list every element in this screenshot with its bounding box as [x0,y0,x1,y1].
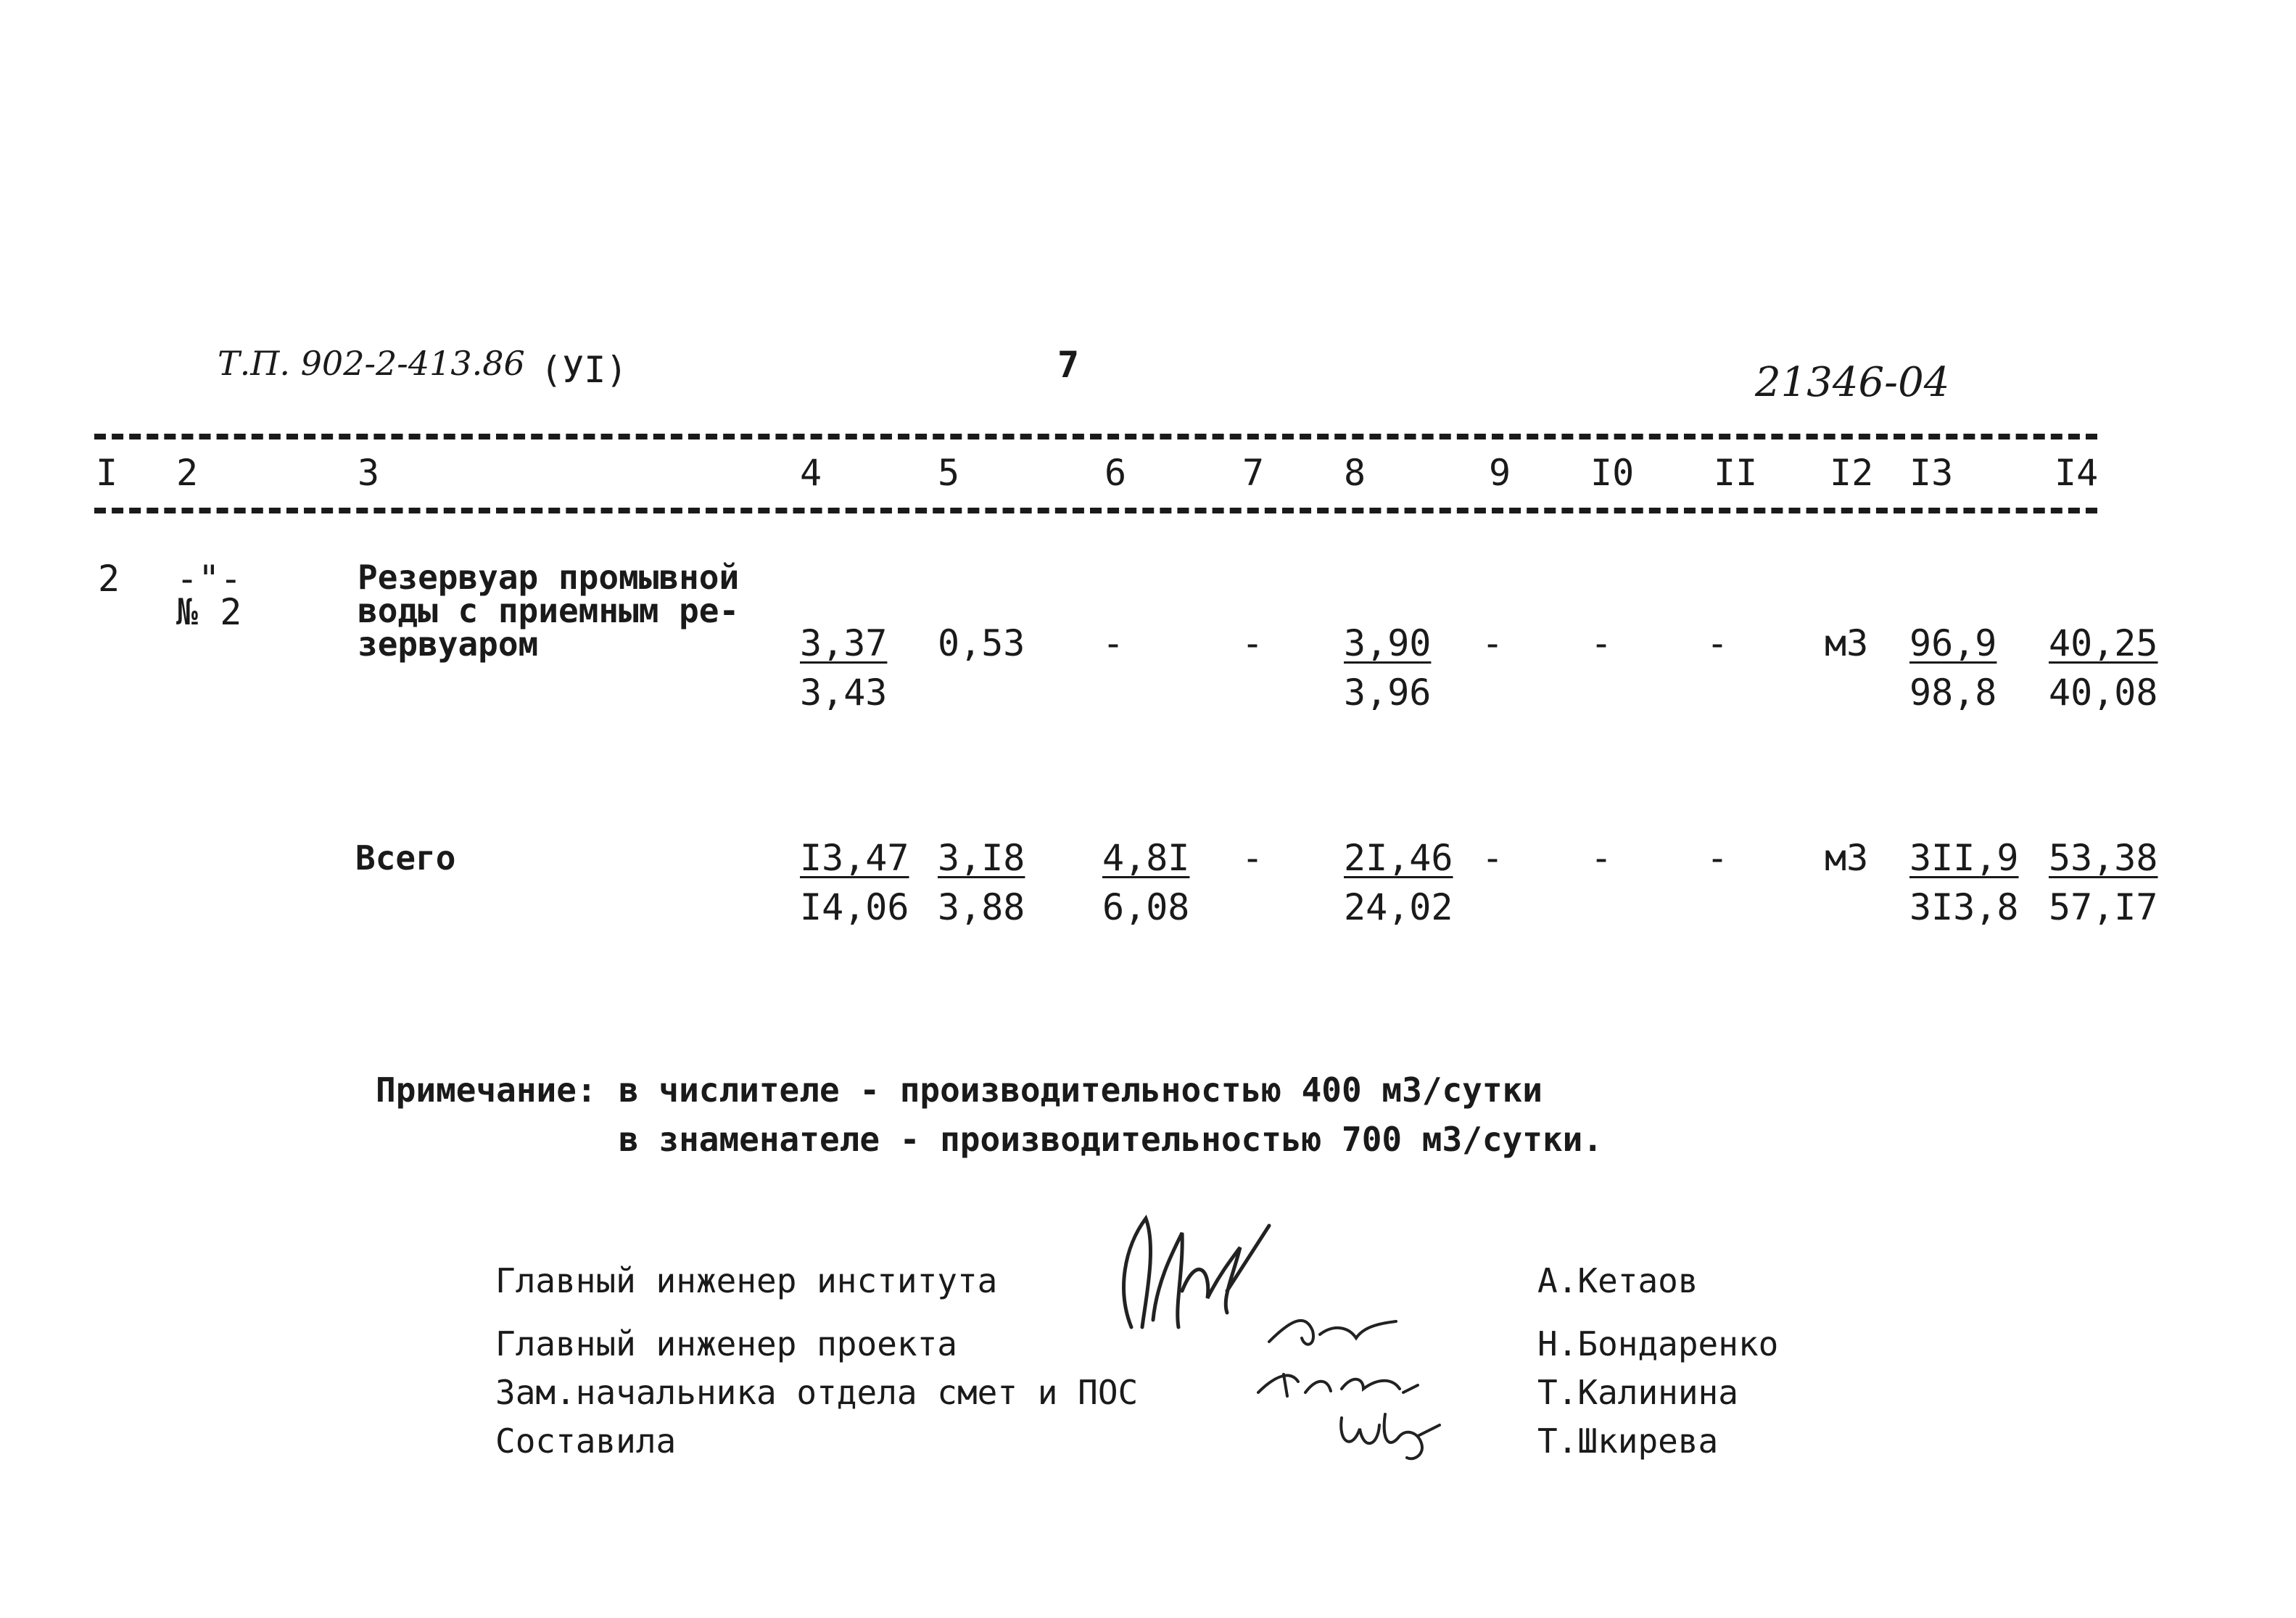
column-header: II [1714,452,1758,494]
dash-value: - [1482,622,1504,664]
column-header: 6 [1104,452,1127,494]
signatory-name: Т.Калинина [1537,1373,1738,1412]
column-header: I0 [1590,452,1635,494]
header-rule-top [94,434,2097,439]
note-label: Примечание: [376,1070,597,1110]
dash-value: - [1482,837,1504,879]
value-denominator: 57,I7 [2049,886,2158,928]
column-header: 9 [1489,452,1511,494]
column-header: I [96,452,118,494]
value-denominator: 98,8 [1909,672,1997,714]
value-numerator: 4,8I [1102,837,1190,879]
column-header: 2 [176,452,199,494]
column-header: 4 [800,452,822,494]
archive-number-handwritten: 21346-04 [1755,359,1950,406]
value-numerator: 3,37 [800,622,888,664]
dash-value: - [1242,622,1264,664]
dash-value: - [1706,622,1729,664]
item-name-line: зервуаром [358,624,539,664]
signature-deputy-head [1255,1356,1421,1407]
dash-value: - [1242,837,1264,879]
doc-number-handwritten: Т.П. 902-2-413.86 [218,344,525,383]
value-numerator: 2I,46 [1344,837,1453,879]
signatory-name: Н.Бондаренко [1537,1324,1779,1363]
row-number: 2 [98,558,120,600]
item-number: № 2 [176,591,242,633]
value-numerator: 40,25 [2049,622,2158,664]
signature-chief-engineer-project [1262,1305,1400,1356]
note-line: в числителе - производительностью 400 м3/сутки [619,1070,1543,1110]
value-numerator: 3,I8 [938,837,1025,879]
signature-compiler [1334,1403,1443,1465]
dash-value: - [1590,837,1613,879]
column-header: 3 [358,452,380,494]
signatory-name: А.Кетаов [1537,1261,1698,1300]
column-header: 5 [938,452,960,494]
value-denominator: 24,02 [1344,886,1453,928]
signature-chief-engineer-institute [1102,1204,1276,1334]
value-numerator: 3,90 [1344,622,1432,664]
value-denominator: 3,43 [800,672,888,714]
item-name-line: воды с приемным ре- [358,591,740,630]
note-line: в знаменателе - производительностью 700 м3/сутки. [619,1120,1603,1159]
total-label: Всего [355,838,456,878]
dash-value: - [1102,622,1125,664]
value-denominator: 6,08 [1102,886,1190,928]
column-header: 7 [1242,452,1265,494]
value-numerator: I3,47 [800,837,909,879]
signatory-role: Зам.начальника отдела смет и ПОС [495,1373,1139,1412]
dash-value: - [1706,837,1729,879]
unit: м3 [1825,837,1869,879]
part-label: (УI) [540,349,628,391]
signatory-role: Составила [495,1421,677,1461]
header-rule-bottom [94,508,2097,513]
value: 0,53 [938,622,1025,664]
value-numerator: 3II,9 [1909,837,2019,879]
value-numerator: 96,9 [1909,622,1997,664]
item-name-line: Резервуар промывной [358,558,740,597]
column-header: I4 [2055,452,2099,494]
unit: м3 [1825,622,1869,664]
value-denominator: 3I3,8 [1909,886,2019,928]
value-numerator: 53,38 [2049,837,2158,879]
value-denominator: I4,06 [800,886,909,928]
signatory-role: Главный инженер института [495,1261,998,1300]
column-header: I3 [1909,452,1954,494]
signatory-role: Главный инженер проекта [495,1324,957,1363]
column-header: 8 [1344,452,1366,494]
value-denominator: 3,96 [1344,672,1432,714]
ditto-mark: -"- [176,558,242,600]
dash-value: - [1590,622,1613,664]
column-header: I2 [1830,452,1874,494]
page-number: 7 [1057,344,1080,386]
value-denominator: 40,08 [2049,672,2158,714]
value-denominator: 3,88 [938,886,1025,928]
signatory-name: Т.Шкирева [1537,1421,1719,1461]
